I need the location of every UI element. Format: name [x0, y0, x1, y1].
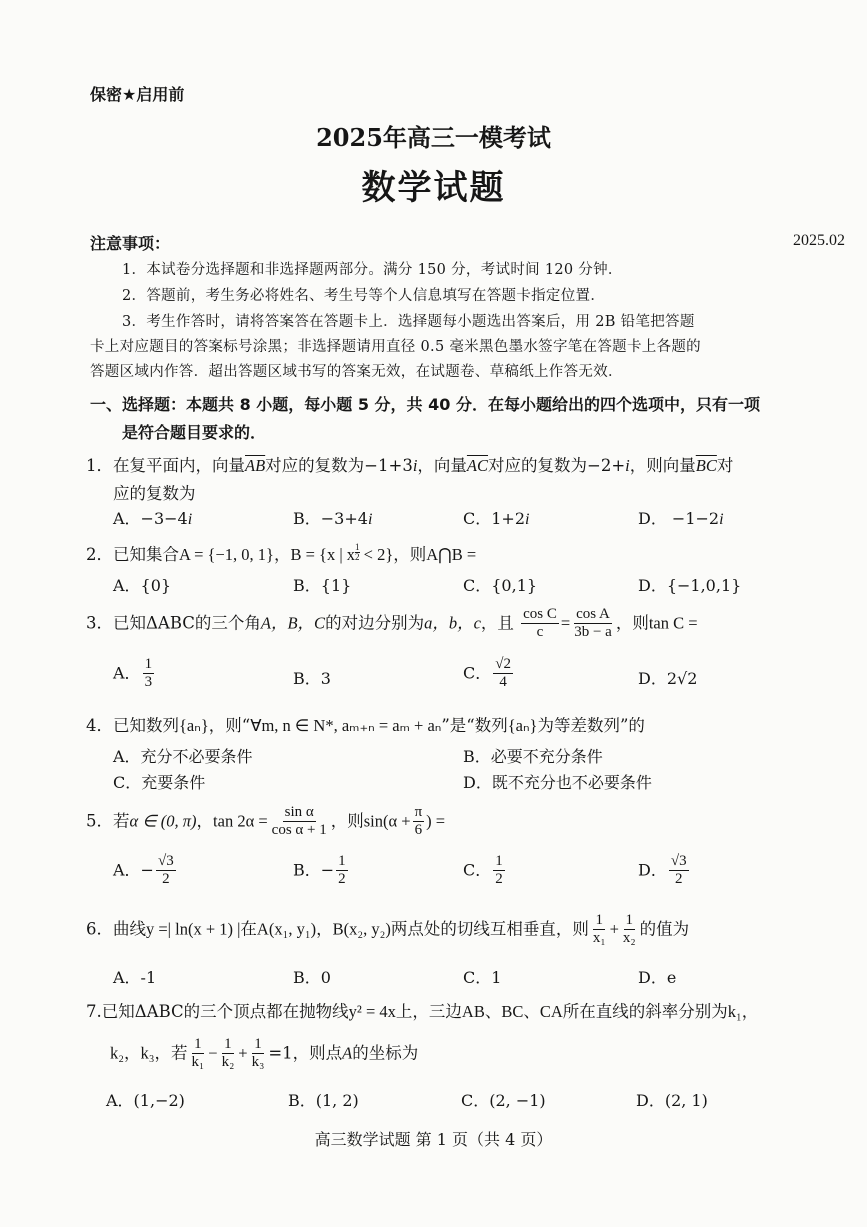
q4-option-c: C．充要条件	[113, 773, 206, 792]
q4-option-a: A．充分不必要条件	[113, 747, 253, 766]
notes-heading: 注意事项：	[90, 234, 171, 253]
q7-option-b: B．(1, 2)	[288, 1091, 359, 1110]
exam-date: 2025.02	[793, 232, 845, 249]
question-7: 7.已知ΔABC的三个顶点都在抛物线y² = 4x上，三边AB、BC、CA所在直线的斜率分别为k₁，	[86, 1002, 759, 1021]
question-4: 4．已知数列{aₙ}，则“∀m, n ∈ N*, aₘ₊ₙ = aₘ + aₙ”是“数列{aₙ}为等差数列”的	[86, 716, 645, 735]
note-item: 3．考生作答时，请将答案答在答题卡上．选择题每小题选出答案后，用 2B 铅笔把答题	[122, 314, 695, 330]
question-6: 6．曲线y =| ln(x + 1) |在A(x₁, y₁)，B(x₂, y₂)两点处的切线互相垂直，则 $\frac{1}{\text{x₁}}$ + $\frac{1}{\text{x₂}}$ 的值为	[86, 912, 690, 947]
subject-title: 数学试题	[361, 168, 506, 208]
q5-option-a: A．− $\frac{√3}{2}$	[113, 853, 174, 888]
q1-option-c: C．1+2i	[463, 509, 530, 528]
q6-option-b: B．0	[293, 968, 331, 987]
q4-option-d: D．既不充分也不必要条件	[463, 773, 652, 792]
q1-option-a: A．−3−4i	[113, 509, 193, 528]
question-3: 3．已知ΔABC的三个角A，B，C的对边分别为a，b，c，且 $\frac{\text{cos C}}{c}$ = $\frac{\text{cos A}}{3b - a}$ ，则tan C =	[86, 606, 698, 641]
q2-option-b: B．{1}	[293, 576, 352, 595]
q3-option-b: B．3	[293, 669, 331, 688]
q6-option-c: C．1	[463, 968, 502, 987]
q7-option-a: A．(1,−2)	[106, 1091, 185, 1110]
note-item: 卡上对应题目的答案标号涂黑；非选择题请用直径 0.5 毫米黑色墨水签字笔在答题卡上各题的	[90, 339, 701, 355]
page-footer: 高三数学试题 第 1 页（共 4 页）	[314, 1130, 553, 1149]
q3-option-c: C． $\frac{√2}{4}$	[463, 656, 511, 691]
question-2: 2．已知集合A = {−1, 0, 1}，B = {x | x $^{\frac{1}{2}}$ < 2}，则A⋂B =	[86, 542, 477, 564]
q2-option-c: C．{0,1}	[463, 576, 538, 595]
fraction-cosa: $\frac{\text{cos A}}{3b - a}$	[574, 606, 612, 641]
q7-option-d: D．(2, 1)	[636, 1091, 708, 1110]
q4-option-b: B．必要不充分条件	[463, 747, 603, 766]
q6-option-d: D．e	[638, 968, 677, 987]
section-heading: 一、选择题：本题共 8 小题，每小题 5 分，共 40 分．在每小题给出的四个选项中，只有一项	[90, 395, 760, 414]
fraction-cosc-over-c: $\frac{\text{cos C}}{c}$	[523, 606, 557, 641]
note-item: 2．答题前，考生务必将姓名、考生号等个人信息填写在答题卡指定位置．	[122, 288, 606, 304]
q5-option-b: B．− $\frac{1}{2}$	[293, 853, 346, 888]
q3-option-d: D．2√2	[638, 669, 698, 688]
q1-option-b: B．−3+4i	[293, 509, 373, 528]
q7-option-c: C．(2, −1)	[461, 1091, 546, 1110]
note-item: 1．本试卷分选择题和非选择题两部分。满分 150 分，考试时间 120 分钟．	[122, 262, 623, 278]
q3-option-a: A． $\frac{1}{3}$	[113, 656, 153, 691]
question-5: 5．若α ∈ (0, π)，tan 2α = $\frac{\text{sin α}}{\text{cos α + 1}}$ ，则sin(α + $\frac{\pi}{6}$ ) =	[86, 804, 446, 839]
note-item: 答题区域内作答．超出答题区域书写的答案无效，在试题卷、草稿纸上作答无效．	[90, 364, 623, 380]
question-1-cont: 应的复数为	[113, 484, 196, 503]
question-1: 1．在复平面内，向量$\overline{AB}$对应的复数为−1+3i，向量$\overline{AC}$对应的复数为−2+i，则向量$\overline{BC}$对	[86, 456, 734, 475]
q5-option-c: C． $\frac{1}{2}$	[463, 853, 503, 888]
exam-title: 2025年高三一模考试	[316, 123, 551, 152]
q5-option-d: D． $\frac{√3}{2}$	[638, 853, 687, 888]
q2-option-a: A．{0}	[113, 576, 172, 595]
q6-option-a: A．-1	[113, 968, 157, 987]
section-heading-cont: 是符合题目要求的．	[122, 423, 267, 442]
question-7-cont: k₂，k₃，若 $\frac{1}{\text{k₁}}$ − $\frac{1}{\text{k₂}}$ + $\frac{1}{\text{k₃}}$ =1，则点A的坐标为	[110, 1036, 419, 1071]
confidential-label: 保密★启用前	[90, 85, 185, 104]
q2-option-d: D．{−1,0,1}	[638, 576, 742, 595]
q1-option-d: D． −1−2i	[638, 509, 724, 528]
